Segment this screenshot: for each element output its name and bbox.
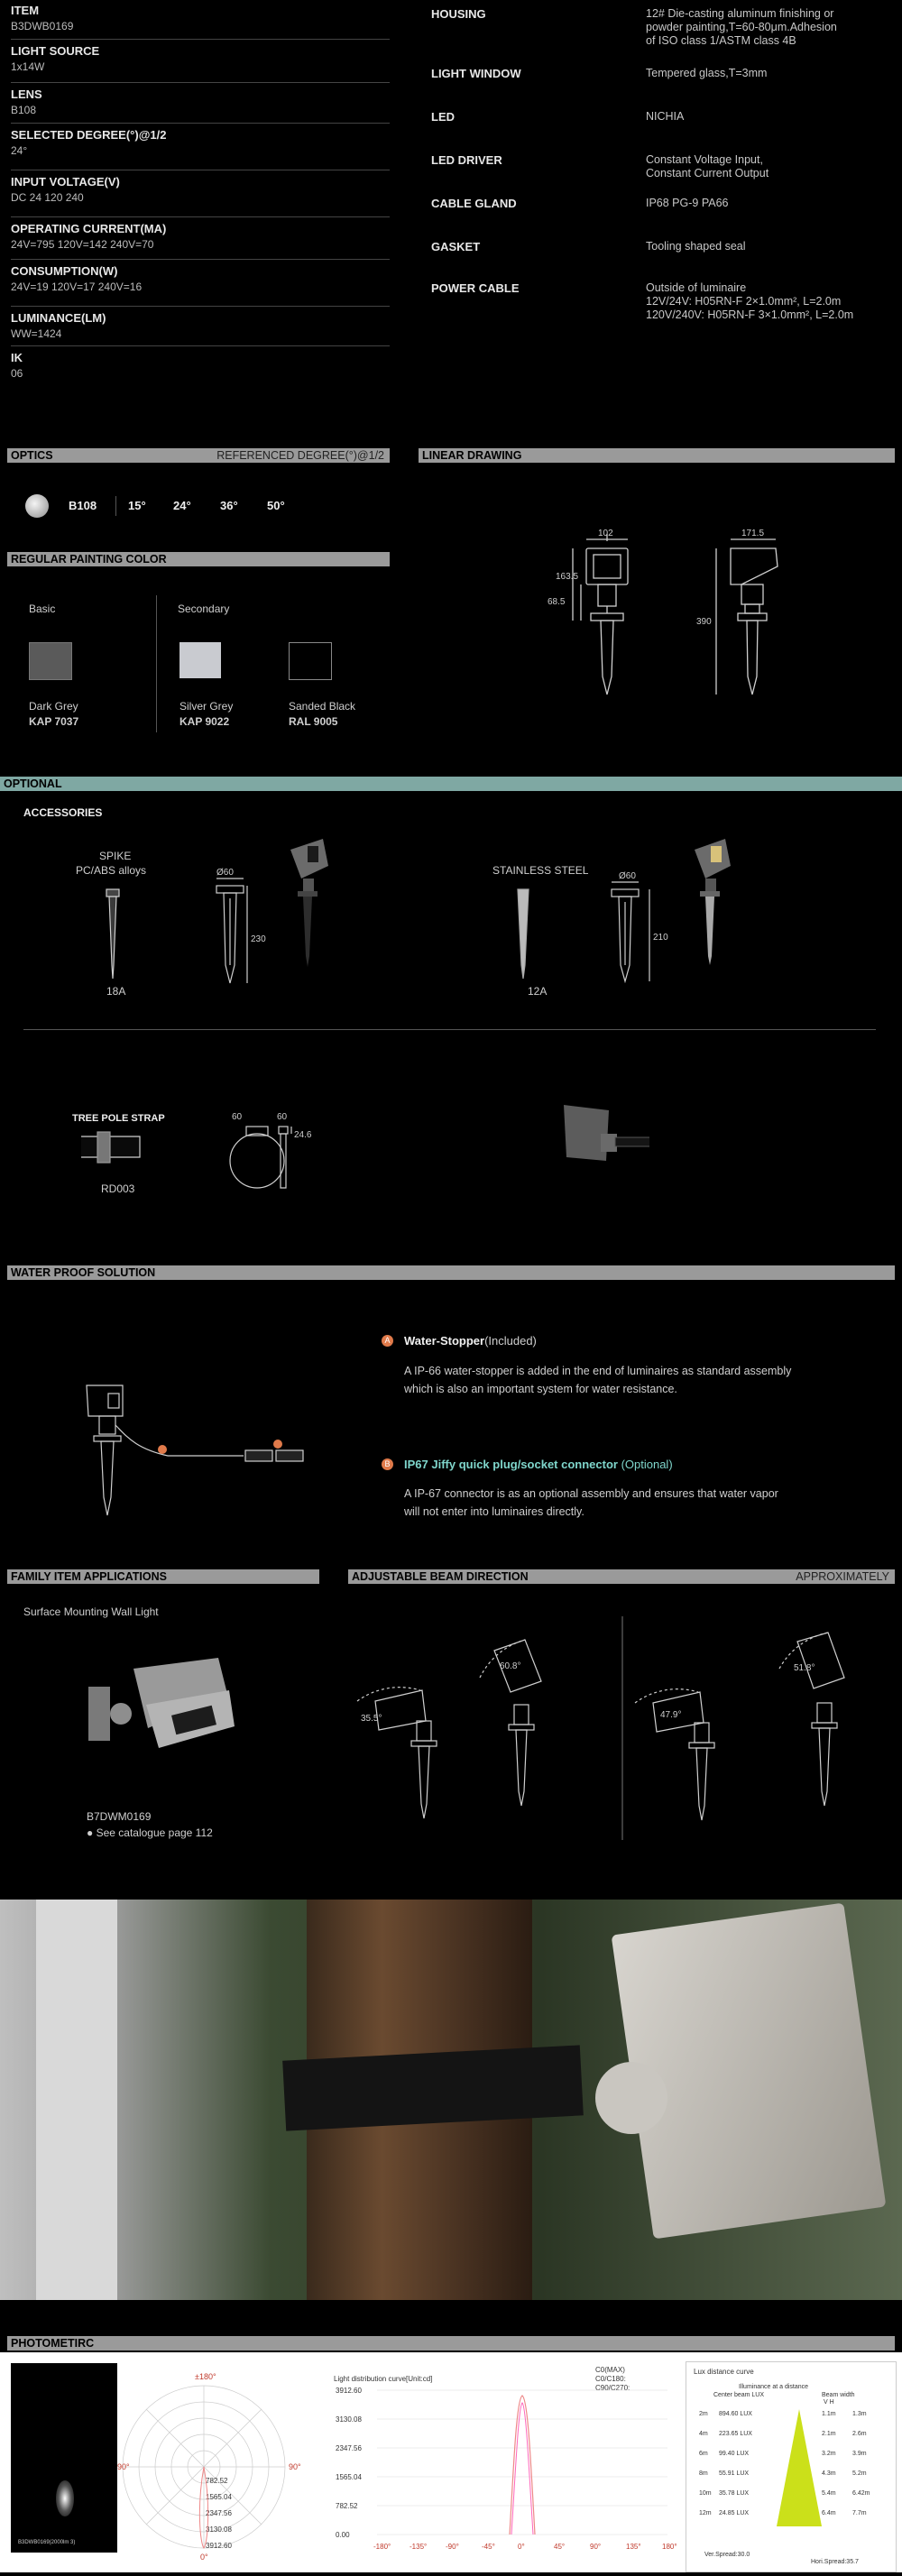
color-code-dark-grey: KAP 7037 xyxy=(29,715,79,728)
lux-cell-v: 5.4m xyxy=(822,2490,836,2497)
beam-title: ADJUSTABLE BEAM DIRECTION xyxy=(352,1570,529,1583)
lux-cell-h: 6.42m xyxy=(852,2490,870,2497)
spec-row xyxy=(11,4,390,40)
lux-cell-lux: 223.65 LUX xyxy=(719,2431,752,2437)
color-code-sanded-black: RAL 9005 xyxy=(289,715,338,728)
spec-row xyxy=(11,311,390,346)
spec-value: Tooling shaped seal xyxy=(646,240,746,253)
ldc-chart xyxy=(325,2363,686,2571)
basic-label: Basic xyxy=(29,603,56,615)
beam-angle-4: 51.8° xyxy=(794,1663,815,1673)
strap-d2: 60 xyxy=(277,1112,288,1122)
family-code: B7DWM0169 xyxy=(87,1810,152,1823)
ldc-y-tick: 3912.60 xyxy=(336,2387,362,2395)
optics-title: OPTICS xyxy=(11,449,53,462)
ldc-y-tick: 1565.04 xyxy=(336,2473,362,2481)
spec-label: OPERATING CURRENT(MA) xyxy=(11,222,167,235)
spike1-dia: Ø60 xyxy=(216,868,234,878)
spec-row xyxy=(11,264,390,307)
isolux-caption: B3DWB0169(2000lm 3) xyxy=(18,2540,76,2545)
ldc-x-tick: -45° xyxy=(482,2543,495,2551)
swatch-dark-grey xyxy=(29,642,72,680)
spike2-title: STAINLESS STEEL xyxy=(492,864,589,877)
spec-value: Tempered glass,T=3mm xyxy=(646,67,768,79)
polar-chart xyxy=(117,2363,325,2571)
lens-label: B108 xyxy=(69,499,97,512)
lux-cell-d: 6m xyxy=(699,2451,708,2457)
spec-value: DC 24 120 240 xyxy=(11,191,84,204)
isolux-spot xyxy=(56,2480,74,2516)
linear-title: LINEAR DRAWING xyxy=(422,449,522,462)
strap-title: TREE POLE STRAP xyxy=(72,1113,165,1124)
ldc-legend-1: C0(MAX) xyxy=(595,2366,625,2374)
spec-label: LIGHT WINDOW xyxy=(431,67,521,80)
polar-val-2: 1565.04 xyxy=(206,2493,232,2501)
spec-label: CONSUMPTION(W) xyxy=(11,264,118,278)
optics-bar xyxy=(7,448,390,463)
lux-table xyxy=(686,2361,897,2572)
polar-right: 90° xyxy=(289,2462,301,2471)
lux-cell-d: 2m xyxy=(699,2411,708,2417)
degree-15: 15° xyxy=(128,499,146,512)
ldc-y-tick: 0.00 xyxy=(336,2531,350,2539)
lux-head1: Illuminance at a distance xyxy=(739,2384,809,2390)
dim-68: 68.5 xyxy=(548,597,566,607)
lux-head2: Center beam LUX xyxy=(713,2392,765,2398)
wall-light-image xyxy=(83,1651,245,1777)
waterproof-drawing xyxy=(72,1362,343,1524)
spec-label: GASKET xyxy=(431,240,481,253)
family-sub: Surface Mounting Wall Light xyxy=(23,1605,159,1618)
ldc-y-tick: 2347.56 xyxy=(336,2444,362,2452)
ldc-x-tick: -135° xyxy=(410,2543,428,2551)
lux-cell-v: 4.3m xyxy=(822,2470,836,2477)
divider xyxy=(156,595,157,732)
spec-row xyxy=(11,44,390,83)
beam-angle-3: 47.9° xyxy=(660,1710,682,1720)
beam-bar xyxy=(348,1569,895,1584)
dim-171: 171.5 xyxy=(741,529,765,538)
polar-val-4: 3130.08 xyxy=(206,2525,232,2534)
spec-value: 06 xyxy=(11,367,23,380)
ldc-y-axis xyxy=(336,2387,362,2539)
spec-value: B108 xyxy=(11,104,37,116)
photometric-bar xyxy=(7,2336,895,2351)
family-title: FAMILY ITEM APPLICATIONS xyxy=(11,1570,167,1583)
lux-head4: V H xyxy=(824,2399,834,2406)
lux-cell-v: 1.1m xyxy=(822,2411,836,2417)
family-bar xyxy=(7,1569,319,1584)
strap-drawing xyxy=(54,1105,649,1204)
spike2-dia: Ø60 xyxy=(619,871,636,881)
spec-label: INPUT VOLTAGE(V) xyxy=(11,175,120,189)
family-note: ● See catalogue page 112 xyxy=(87,1826,213,1839)
strap xyxy=(282,2045,584,2130)
spec-value: Constant Voltage Input, Constant Current Output xyxy=(646,153,769,179)
color-name-sanded-black: Sanded Black xyxy=(289,700,356,713)
spec-value: IP68 PG-9 PA66 xyxy=(646,197,729,209)
lux-cell-h: 5.2m xyxy=(852,2470,867,2477)
optional-title: OPTIONAL xyxy=(4,777,62,790)
spec-value: 24V=795 120V=142 240V=70 xyxy=(11,238,154,251)
degree-50: 50° xyxy=(267,499,285,512)
spec-label: IK xyxy=(11,351,23,364)
spec-label: CABLE GLAND xyxy=(431,197,517,210)
spec-label: LENS xyxy=(11,87,42,101)
color-name-silver-grey: Silver Grey xyxy=(179,700,234,713)
ldc-x-tick: -90° xyxy=(446,2543,459,2551)
linear-bar xyxy=(419,448,895,463)
ldc-x-tick: 0° xyxy=(518,2543,525,2551)
spec-value: Outside of luminaire 12V/24V: H05RN-F 2×1.0mm², L=2.0m 120V/240V: H05RN-F 3×1.0mm², L=2.0m xyxy=(646,281,854,321)
spike1-len: 230 xyxy=(251,934,266,944)
spike1-title: SPIKE xyxy=(99,850,132,862)
ldc-title: Light distribution curve[Unit:cd] xyxy=(334,2375,433,2383)
ldc-curve-c90 xyxy=(511,2403,533,2535)
divider xyxy=(115,496,116,516)
ldc-x-tick: 45° xyxy=(554,2543,566,2551)
spec-value: 24V=19 120V=17 240V=16 xyxy=(11,281,143,293)
linear-drawing xyxy=(505,514,884,722)
color-name-dark-grey: Dark Grey xyxy=(29,700,78,713)
lux-cell-lux: 24.85 LUX xyxy=(719,2510,750,2516)
dim-102: 102 xyxy=(598,529,613,538)
connector-suffix: (Optional) xyxy=(617,1458,673,1471)
accessories-title: ACCESSORIES xyxy=(23,806,103,819)
spec-value: 12# Die-casting aluminum finishing or powder painting,T=60-80μm.Adhesion of ISO class 1/ASTM class 4B xyxy=(646,7,837,47)
tree-mount-photo xyxy=(0,1900,902,2300)
waterproof-title: WATER PROOF SOLUTION xyxy=(11,1266,156,1279)
spec-row xyxy=(11,222,390,260)
lux-cell-v: 6.4m xyxy=(822,2510,836,2516)
lux-vspread: Ver.Spread:30.0 xyxy=(704,2552,750,2558)
beam-angle-1: 35.5° xyxy=(361,1714,382,1724)
lux-cell-d: 10m xyxy=(699,2490,712,2497)
lux-title: Lux distance curve xyxy=(694,2368,754,2376)
swatch-silver-grey xyxy=(179,642,221,678)
lux-cell-v: 3.2m xyxy=(822,2451,836,2457)
connector-title: IP67 Jiffy quick plug/socket connector xyxy=(404,1458,618,1471)
lux-cell-v: 2.1m xyxy=(822,2431,836,2437)
beam-right: APPROXIMATELY xyxy=(796,1570,889,1583)
water-stopper-text: A IP-66 water-stopper is added in the end of luminaires as standard assembly which is also an important system for water resistance. xyxy=(404,1365,792,1395)
beam-angle-2: 60.8° xyxy=(500,1661,521,1671)
badge-a: A xyxy=(382,1335,393,1347)
spec-label: LUMINANCE(LM) xyxy=(11,311,106,325)
polar-val-5: 3912.60 xyxy=(206,2542,232,2550)
spec-value: 24° xyxy=(11,144,28,157)
lux-cell-d: 4m xyxy=(699,2431,708,2437)
lux-cell-d: 8m xyxy=(699,2470,708,2477)
secondary-label: Secondary xyxy=(178,603,230,615)
spec-label: ITEM xyxy=(11,4,40,17)
ldc-y-tick: 782.52 xyxy=(336,2502,358,2510)
spec-label: POWER CABLE xyxy=(431,281,520,295)
spec-row xyxy=(11,128,390,170)
lux-cell-h: 2.6m xyxy=(852,2431,867,2437)
photometric-title: PHOTOMETIRC xyxy=(11,2337,95,2350)
spec-value: NICHIA xyxy=(646,110,685,123)
accessories-drawing xyxy=(81,830,893,992)
lamp-knob xyxy=(595,2062,667,2134)
lux-cell-d: 12m xyxy=(699,2510,712,2516)
lux-cell-lux: 99.40 LUX xyxy=(719,2451,750,2457)
swatch-sanded-black xyxy=(289,642,332,680)
optional-bar xyxy=(0,777,902,791)
connector-heading xyxy=(404,1458,673,1471)
polar-val-1: 782.52 xyxy=(206,2477,228,2485)
ldc-x-tick: 135° xyxy=(626,2543,641,2551)
wall xyxy=(36,1900,117,2300)
lens-icon xyxy=(25,494,49,518)
ldc-x-tick: 90° xyxy=(590,2543,602,2551)
spec-label: LED xyxy=(431,110,455,124)
badge-b: B xyxy=(382,1458,393,1470)
spec-label: HOUSING xyxy=(431,7,486,21)
isolux-image xyxy=(11,2363,117,2553)
spec-label: SELECTED DEGREE(°)@1/2 xyxy=(11,128,167,142)
spec-row xyxy=(11,351,390,387)
color-code-silver-grey: KAP 9022 xyxy=(179,715,230,728)
lux-cell-lux: 55.91 LUX xyxy=(719,2470,750,2477)
ldc-y-tick: 3130.08 xyxy=(336,2415,362,2424)
waterproof-bar xyxy=(7,1265,895,1280)
dim-163: 163.5 xyxy=(556,572,579,582)
spec-row xyxy=(11,87,390,124)
ldc-x-tick: -180° xyxy=(373,2543,391,2551)
lux-cell-h: 1.3m xyxy=(852,2411,867,2417)
water-stopper-suffix: (Included) xyxy=(484,1334,537,1348)
polar-val-3: 2347.56 xyxy=(206,2509,232,2517)
polar-left: 90° xyxy=(117,2462,130,2471)
painting-bar xyxy=(7,552,390,566)
polar-bottom: 0° xyxy=(200,2553,208,2562)
optics-ref: REFERENCED DEGREE(°)@1/2 xyxy=(216,449,384,462)
beam-drawing xyxy=(348,1615,898,1849)
strap-d1: 60 xyxy=(232,1112,243,1122)
ldc-x-tick: 180° xyxy=(662,2543,677,2551)
ldc-curve-c0 xyxy=(510,2396,535,2535)
water-stopper-title: Water-Stopper xyxy=(404,1334,485,1348)
dim-390: 390 xyxy=(696,617,712,627)
spike1-material: PC/ABS alloys xyxy=(76,864,147,877)
connector-text: A IP-67 connector is as an optional assembly and ensures that water vapor will not enter into luminaires directly. xyxy=(404,1487,778,1518)
spec-value: B3DWB0169 xyxy=(11,20,74,32)
lux-hspread: Hori.Spread:35.7 xyxy=(811,2559,859,2565)
lux-head3: Beam width xyxy=(822,2392,855,2398)
painting-title: REGULAR PAINTING COLOR xyxy=(11,553,167,566)
degree-36: 36° xyxy=(220,499,238,512)
ldc-x-axis xyxy=(373,2543,677,2551)
spike2-len: 210 xyxy=(653,933,668,943)
spec-label: LED DRIVER xyxy=(431,153,502,167)
degree-24: 24° xyxy=(173,499,191,512)
spec-label: LIGHT SOURCE xyxy=(11,44,100,58)
water-stopper-heading xyxy=(404,1334,537,1348)
spec-value: WW=1424 xyxy=(11,327,62,340)
strap-code: RD003 xyxy=(101,1182,135,1195)
ldc-legend-3: C90/C270: xyxy=(595,2384,630,2392)
strap-d3: 24.6 xyxy=(294,1130,312,1140)
spec-row xyxy=(11,175,390,217)
divider xyxy=(23,1029,876,1030)
lux-cell-h: 7.7m xyxy=(852,2510,867,2516)
lux-cell-h: 3.9m xyxy=(852,2451,867,2457)
spec-value: 1x14W xyxy=(11,60,45,73)
lux-cell-lux: 35.78 LUX xyxy=(719,2490,750,2497)
spike1-code: 18A xyxy=(106,985,126,998)
spike2-code: 12A xyxy=(528,985,548,998)
lux-cell-lux: 894.60 LUX xyxy=(719,2411,752,2417)
polar-top: ±180° xyxy=(195,2372,216,2381)
ldc-legend-2: C0/C180: xyxy=(595,2375,626,2383)
